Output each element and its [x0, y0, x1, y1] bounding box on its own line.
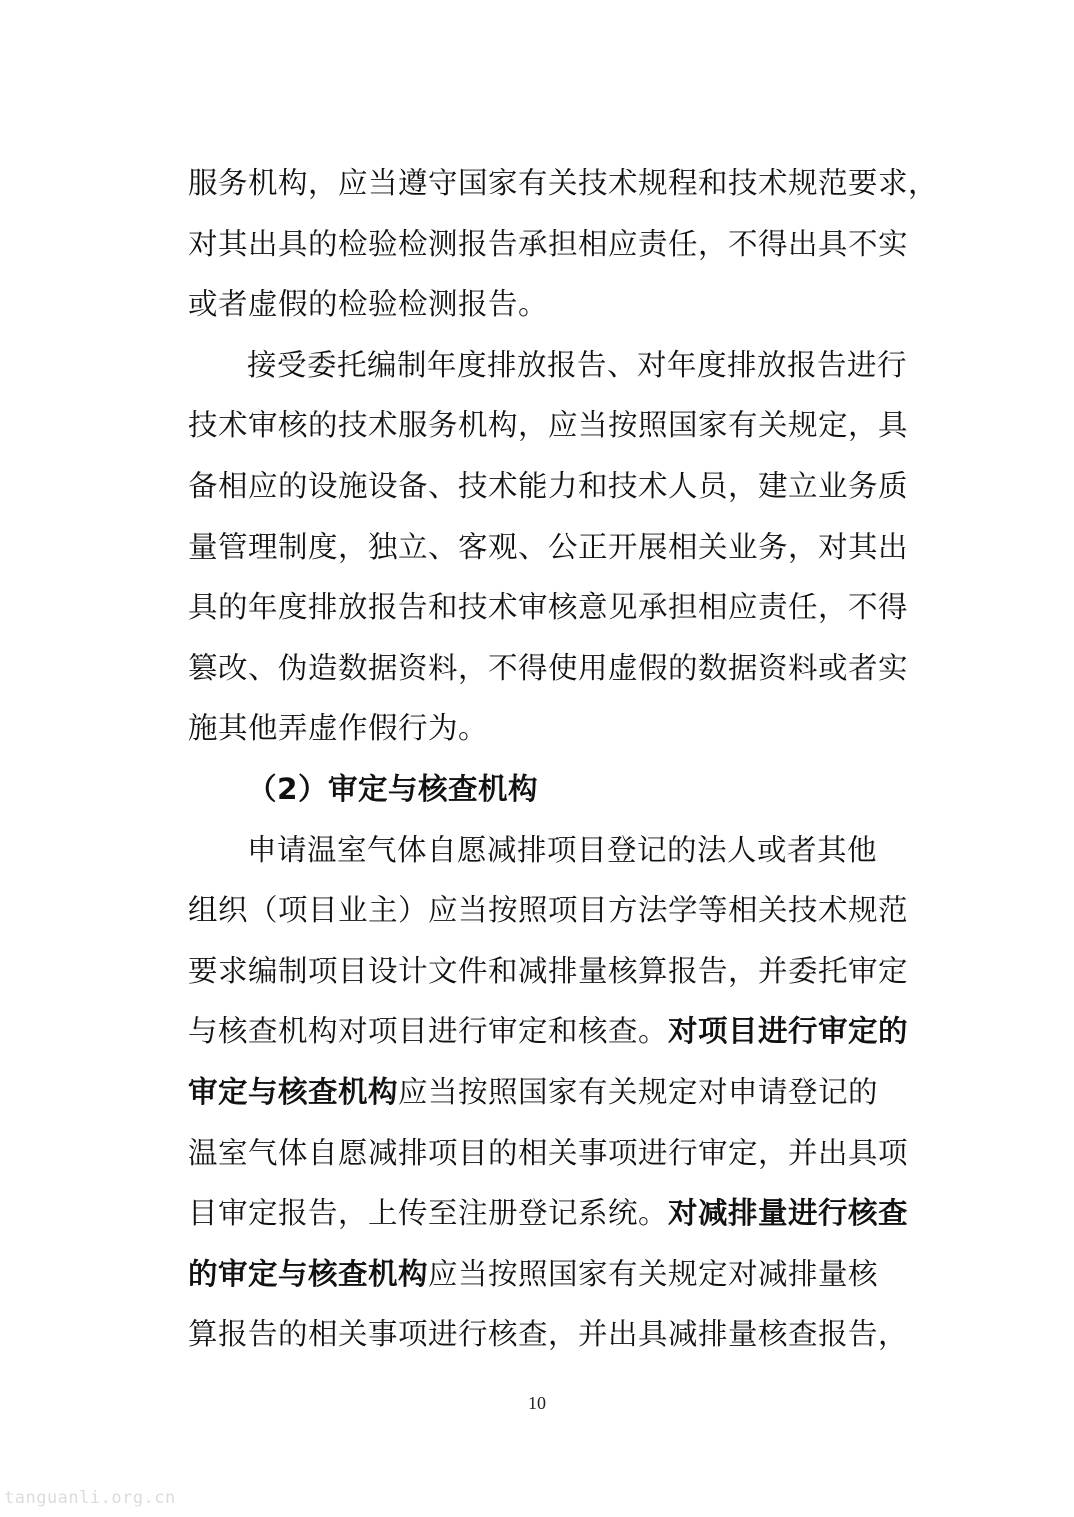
- section-heading: （2）审定与核查机构: [247, 771, 539, 806]
- text-line-3: 或者虚假的检验检测报告。: [188, 287, 549, 322]
- text-line-6: 备相应的设施设备、技术能力和技术人员，建立业务质: [188, 468, 909, 503]
- text-line-12: 申请温室气体自愿减排项目登记的法人或者其他: [247, 832, 878, 867]
- body-text: [188, 153, 939, 1365]
- page-number: 10: [528, 1393, 546, 1413]
- text-line-18: [188, 1183, 909, 1244]
- text-line-16: [188, 1062, 900, 1123]
- text-line-14: 要求编制项目设计文件和减排量核算报告，并委托审定: [188, 953, 909, 988]
- text-line-16-regular: 应当按照国家有关规定对申请登记的: [398, 1074, 879, 1109]
- text-line-7: 量管理制度，独立、客观、公正开展相关业务，对其出: [188, 529, 909, 564]
- text-line-18-regular: 目审定报告，上传至注册登记系统。: [188, 1196, 669, 1231]
- text-line-9: 篡改、伪造数据资料，不得使用虚假的数据资料或者实: [188, 650, 909, 685]
- text-line-20: 算报告的相关事项进行核查，并出具减排量核查报告，: [188, 1317, 909, 1352]
- text-line-19-regular: 应当按照国家有关规定对减排量核: [428, 1256, 879, 1291]
- text-line-10: 施其他弄虚作假行为。: [188, 711, 489, 746]
- text-line-16-bold: 审定与核查机构: [188, 1074, 399, 1109]
- text-line-8: 具的年度排放报告和技术审核意见承担相应责任，不得: [188, 590, 909, 625]
- text-line-13: 组织（项目业主）应当按照项目方法学等相关技术规范: [188, 893, 909, 928]
- text-line-15: [188, 1001, 909, 1062]
- text-line-19: [188, 1244, 900, 1305]
- text-line-15-regular: 与核查机构对项目进行审定和核查。: [188, 1014, 669, 1049]
- text-line-17: 温室气体自愿减排项目的相关事项进行审定，并出具项: [188, 1135, 909, 1170]
- text-line-2: 对其出具的检验检测报告承担相应责任，不得出具不实: [188, 226, 909, 261]
- text-line-5: 技术审核的技术服务机构，应当按照国家有关规定，具: [188, 408, 909, 443]
- text-line-18-bold: 对减排量进行核查: [668, 1196, 909, 1231]
- text-line-19-bold: 的审定与核查机构: [188, 1256, 429, 1291]
- watermark: tanguanli.org.cn: [4, 1488, 176, 1508]
- text-line-15-bold: 对项目进行审定的: [668, 1014, 909, 1049]
- text-line-4: 接受委托编制年度排放报告、对年度排放报告进行: [247, 347, 908, 382]
- text-line-1: 服务机构，应当遵守国家有关技术规程和技术规范要求，: [188, 166, 939, 200]
